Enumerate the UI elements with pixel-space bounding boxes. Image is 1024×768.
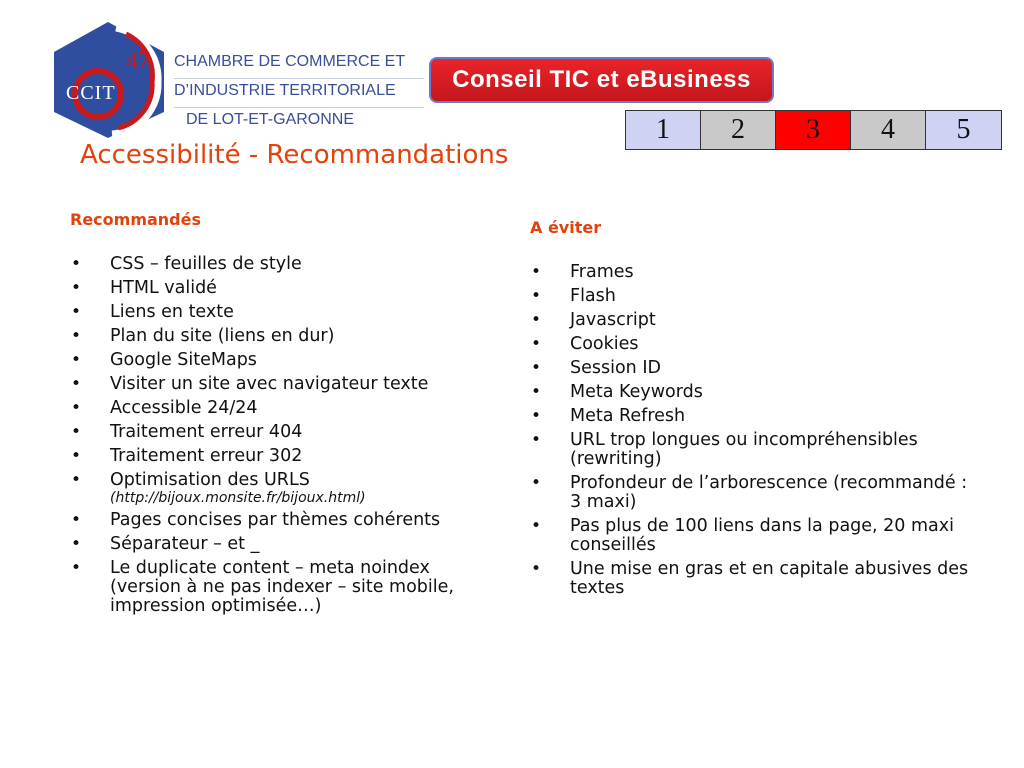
list-item: • Flash <box>530 287 980 306</box>
list-item: • Google SiteMaps <box>70 351 490 370</box>
list-item: • Cookies <box>530 335 980 354</box>
avoid-heading: A éviter <box>530 218 602 237</box>
org-line-1: CHAMBRE DE COMMERCE ET <box>174 50 424 79</box>
org-line-3: DE LOT-ET-GARONNE <box>186 111 355 128</box>
list-item: • Frames <box>530 263 980 282</box>
list-item: • Meta Keywords <box>530 383 980 402</box>
cci-emblem-icon <box>46 20 176 138</box>
org-line-2: D’INDUSTRIE TERRITORIALE <box>174 79 424 108</box>
list-item: • URL trop longues ou incompréhensibles (rewriting) <box>530 431 980 469</box>
recommended-heading: Recommandés <box>70 210 202 229</box>
slide-pager <box>625 110 1002 150</box>
page-title: Accessibilité - Recommandations <box>80 140 509 170</box>
list-item: • Accessible 24/24 <box>70 399 490 418</box>
list-item: • CSS – feuilles de style <box>70 255 490 274</box>
list-item: • Traitement erreur 302 <box>70 447 490 466</box>
list-item: • Visiter un site avec navigateur texte <box>70 375 490 394</box>
list-item: • Pas plus de 100 liens dans la page, 20 maxi conseillés <box>530 517 980 555</box>
list-item: • Profondeur de l’arborescence (recommandé : 3 maxi) <box>530 474 980 512</box>
logo-abbr: CCIT <box>66 82 116 104</box>
org-name <box>174 50 424 136</box>
list-item: • Liens en texte <box>70 303 490 322</box>
list-item: • Meta Refresh <box>530 407 980 426</box>
pager-page-4[interactable]: 4 <box>851 111 926 149</box>
recommended-list <box>70 255 490 621</box>
list-item: • Javascript <box>530 311 980 330</box>
conseil-banner <box>429 57 774 103</box>
url-example: (http://bijoux.monsite.fr/bijoux.html) <box>110 490 366 506</box>
list-item: • Traitement erreur 404 <box>70 423 490 442</box>
pager-page-1[interactable]: 1 <box>626 111 701 149</box>
list-item: • Séparateur – et _ <box>70 535 490 554</box>
pager-page-5[interactable]: 5 <box>926 111 1001 149</box>
banner-label: Conseil TIC et eBusiness <box>452 66 751 93</box>
list-item: • Une mise en gras et en capitale abusives des textes <box>530 560 980 598</box>
list-item: • Session ID <box>530 359 980 378</box>
logo-number: 47 <box>126 48 150 74</box>
list-item: • Pages concises par thèmes cohérents <box>70 511 490 530</box>
pager-page-2[interactable]: 2 <box>701 111 776 149</box>
list-item: • Plan du site (liens en dur) <box>70 327 490 346</box>
pager-page-3[interactable]: 3 <box>776 111 851 149</box>
avoid-list <box>530 263 980 603</box>
list-item: • Optimisation des URLS (http://bijoux.monsite.fr/bijoux.html) <box>70 471 490 506</box>
list-item: • Le duplicate content – meta noindex (version à ne pas indexer – site mobile, impression optimisée…) <box>70 559 490 616</box>
list-item: • HTML validé <box>70 279 490 298</box>
cci-logo <box>46 20 426 138</box>
